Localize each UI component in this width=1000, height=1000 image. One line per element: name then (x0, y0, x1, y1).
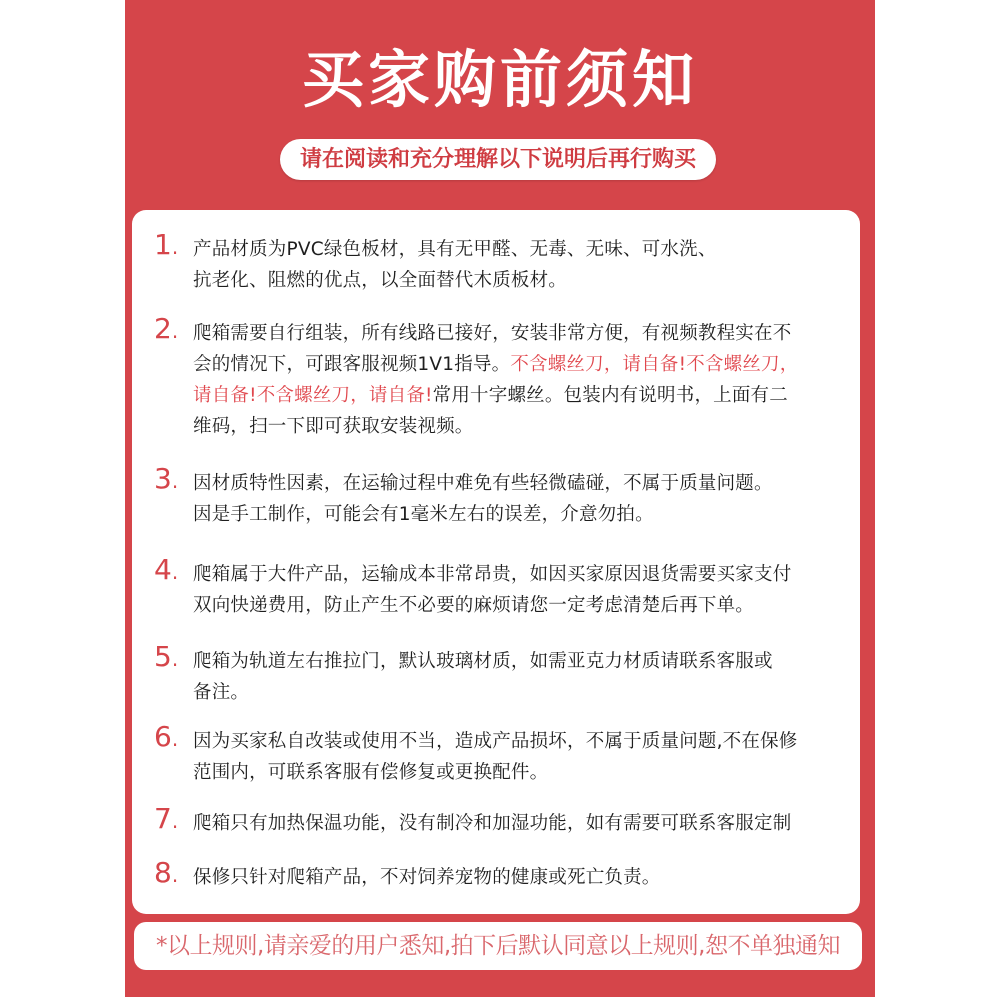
rule-text: 爬箱只有加热保温功能，没有制冷和加湿功能，如有需要可联系客服定制 (193, 813, 792, 834)
warning-text: 不含螺丝刀，请自备!不含螺丝刀， (510, 354, 799, 375)
rule-text: 爬箱属于大件产品，运输成本非常昂贵，如因买家原因退货需要买家支付 双向快递费用，防止产生不必要的麻烦请您一定考虑清楚后再下单。 (193, 564, 792, 616)
warning-text: 请自备!不含螺丝刀，请自备! (193, 385, 433, 406)
rule-text: 因材质特性因素，在运输过程中难免有些轻微磕碰，不属于质量问题。 因是手工制作，可能会有1毫米左右的误差，介意勿拍。 (193, 473, 773, 525)
notice-panel (125, 0, 875, 997)
rule-number: 8. (154, 856, 179, 889)
rule-number: 7. (154, 802, 179, 835)
rule-text: 爬箱需要自行组装，所有线路已接好，安装非常方便，有视频教程实在不 会的情况下，可跟客服视频1V1指导。不含螺丝刀，请自备!不含螺丝刀， 请自备!不含螺丝刀，请自备!常用十字螺丝。包装内有说明书，上面有二 维码，扫一下即可获取安装视频。 (193, 323, 799, 437)
rule-text: 产品材质为PVC绿色板材，具有无甲醛、无毒、无味、可水洗、 抗老化、阻燃的优点，以全面替代木质板材。 (193, 239, 717, 291)
rule-number: 2. (154, 312, 179, 345)
footer-disclaimer: *以上规则,请亲爱的用户悉知,拍下后默认同意以上规则,恕不单独通知 (134, 922, 862, 970)
rule-number: 3. (154, 462, 179, 495)
rule-number: 5. (154, 640, 179, 673)
rule-text: 爬箱为轨道左右推拉门，默认玻璃材质，如需亚克力材质请联系客服或 备注。 (193, 651, 773, 703)
rule-text: 因为买家私自改装或使用不当，造成产品损坏，不属于质量问题,不在保修 范围内，可联系客服有偿修复或更换配件。 (193, 731, 798, 783)
subtitle-banner: 请在阅读和充分理解以下说明后再行购买 (280, 139, 716, 180)
rule-number: 6. (154, 720, 179, 753)
page-title: 买家购前须知 (301, 43, 698, 116)
rule-text: 保修只针对爬箱产品，不对饲养宠物的健康或死亡负责。 (193, 867, 661, 888)
rules-card (132, 210, 860, 914)
rule-number: 1. (154, 228, 179, 261)
rule-number: 4. (154, 553, 179, 586)
